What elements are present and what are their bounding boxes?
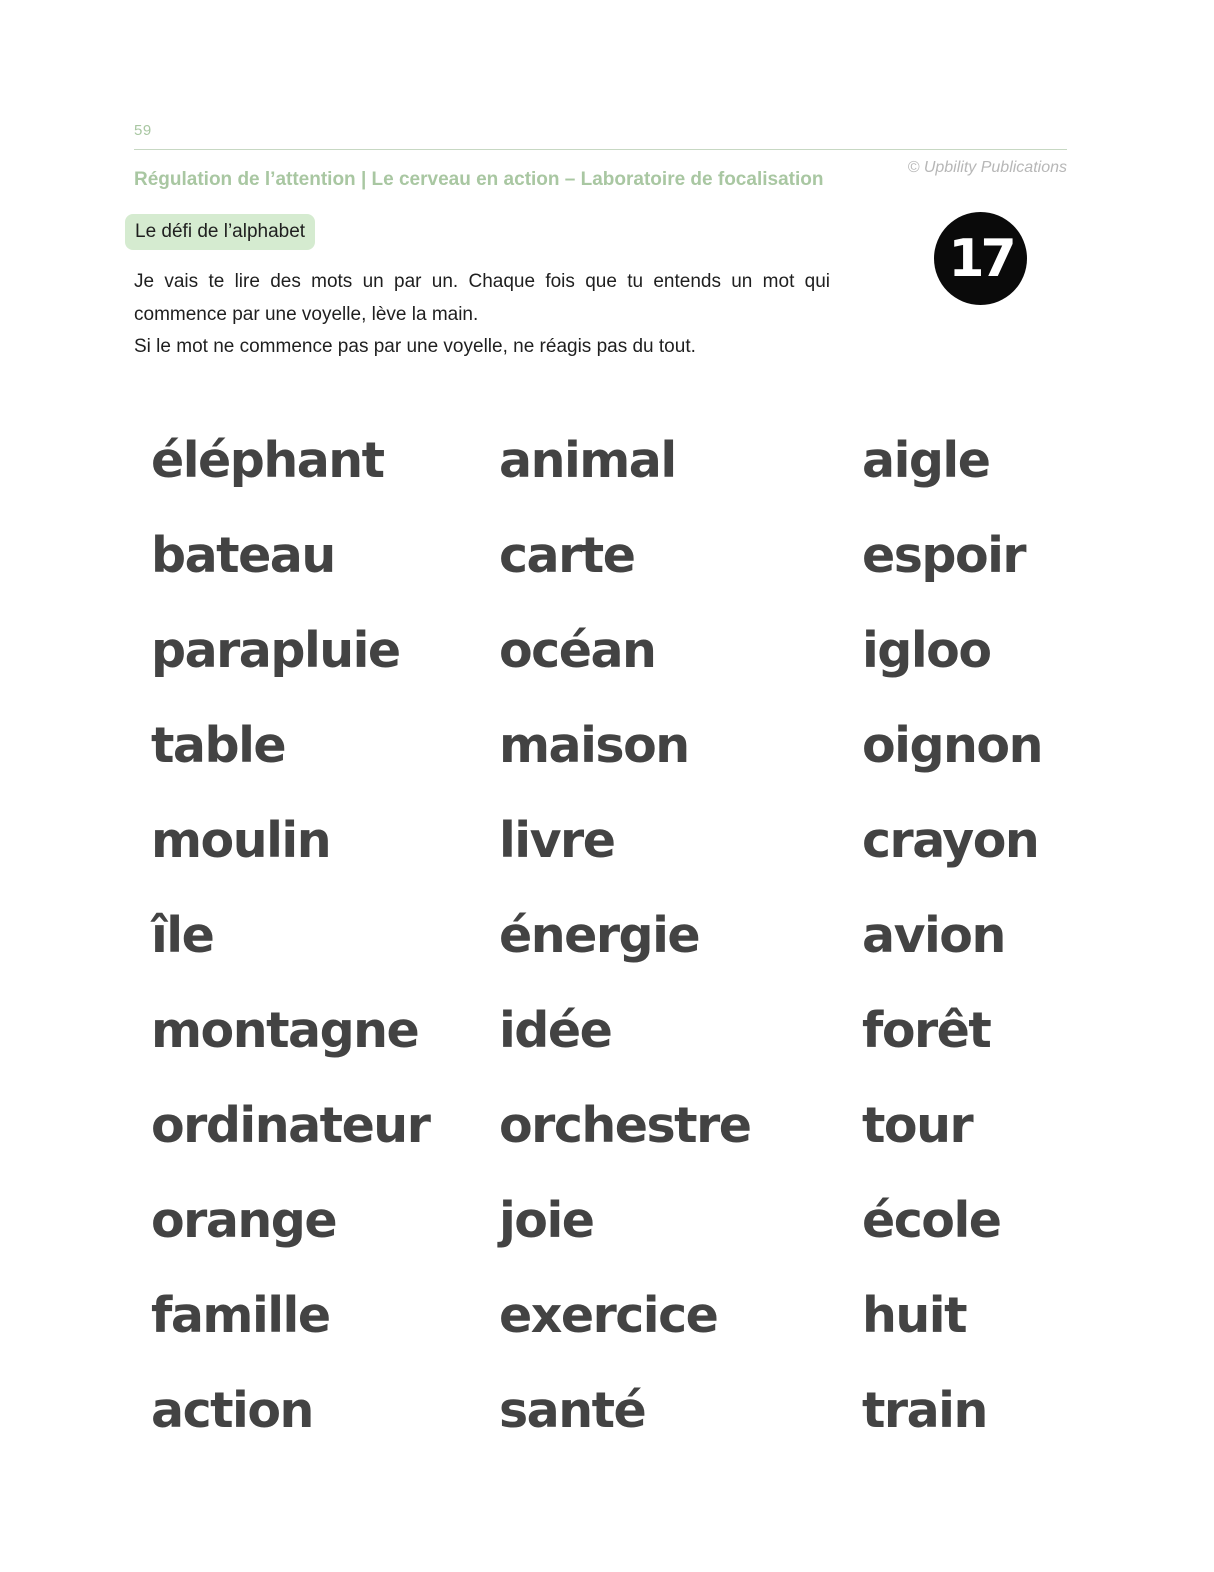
word-item: orchestre — [499, 1097, 751, 1154]
word-item: crayon — [862, 812, 1039, 869]
word-item: train — [862, 1382, 987, 1439]
word-item: île — [151, 907, 214, 964]
word-item: bateau — [151, 527, 335, 584]
word-item: idée — [499, 1002, 612, 1059]
word-item: table — [151, 717, 286, 774]
word-item: avion — [862, 907, 1005, 964]
word-item: igloo — [862, 622, 991, 679]
word-item: tour — [862, 1097, 973, 1154]
running-title: Régulation de l’attention | Le cerveau en action – Laboratoire de focalisation — [134, 169, 824, 190]
word-item: océan — [499, 622, 656, 679]
page-number: 59 — [134, 122, 152, 139]
activity-number-circle: 17 — [934, 212, 1027, 305]
word-item: orange — [151, 1192, 337, 1249]
copyright-notice: © Upbility Publications — [907, 159, 1067, 176]
word-item: montagne — [151, 1002, 419, 1059]
word-item: action — [151, 1382, 313, 1439]
instruction-paragraph: Si le mot ne commence pas par une voyelle, ne réagis pas du tout. — [134, 336, 696, 357]
word-item: énergie — [499, 907, 700, 964]
word-item: espoir — [862, 527, 1026, 584]
word-item: ordinateur — [151, 1097, 430, 1154]
word-item: moulin — [151, 812, 331, 869]
word-item: huit — [862, 1287, 966, 1344]
word-item: exercice — [499, 1287, 718, 1344]
word-item: animal — [499, 432, 676, 489]
word-item: éléphant — [151, 432, 384, 489]
word-item: carte — [499, 527, 635, 584]
instruction-paragraph: Je vais te lire des mots un par un. Chaque fois que tu entends un mot qui commence par une voyelle, lève la main. — [134, 271, 830, 325]
word-item: joie — [499, 1192, 594, 1249]
word-item: école — [862, 1192, 1001, 1249]
word-item: famille — [151, 1287, 330, 1344]
word-item: livre — [499, 812, 615, 869]
activity-badge: Le défi de l’alphabet — [125, 214, 315, 250]
word-item: forêt — [862, 1002, 991, 1059]
word-item: aigle — [862, 432, 990, 489]
word-item: oignon — [862, 717, 1042, 774]
word-item: maison — [499, 717, 689, 774]
word-item: santé — [499, 1382, 646, 1439]
header-rule — [134, 149, 1067, 150]
instructions — [134, 266, 830, 364]
word-item: parapluie — [151, 622, 400, 679]
